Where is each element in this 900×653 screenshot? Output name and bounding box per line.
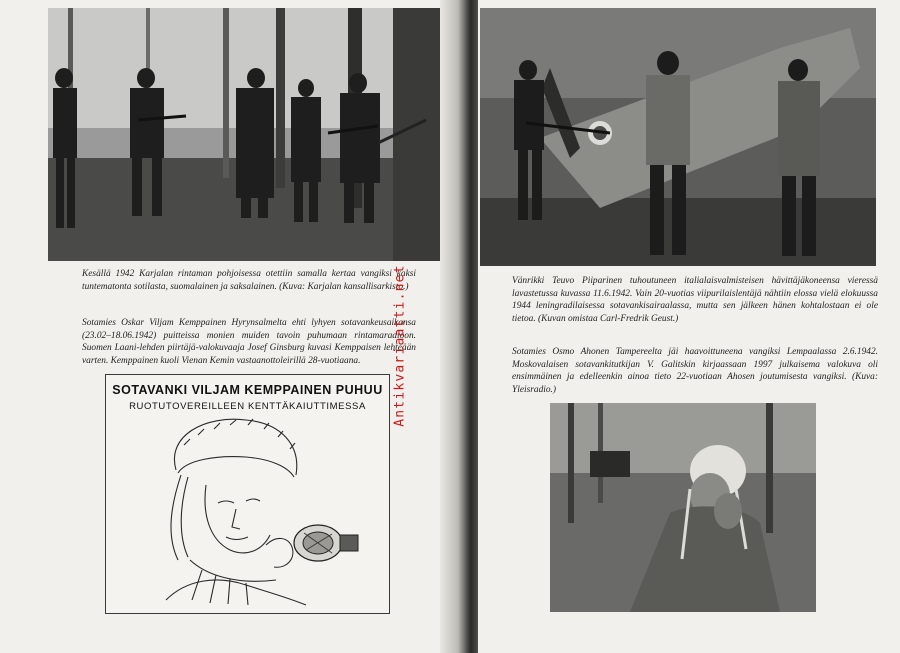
caption-top-right bbox=[512, 275, 878, 325]
watermark-text: Antikvariaatti.net bbox=[392, 264, 408, 427]
soldiers-group-photo bbox=[48, 8, 444, 261]
caption-middle-left bbox=[82, 317, 416, 367]
aircraft-wreck-photo bbox=[480, 8, 876, 266]
sketch-portrait bbox=[106, 375, 389, 613]
drawing-headline: SOTAVANKI VILJAM KEMPPAINEN PUHUU bbox=[112, 383, 383, 397]
microphone-icon bbox=[294, 525, 358, 561]
soldiers-scene bbox=[48, 8, 444, 261]
caption-text: Sotamies Oskar Viljam Kemppainen Hyrynsalmelta ehti lyhyen sotavankeusaikansa (23.02–18.06.1942) puitteissa monien muiden tavoin puhumaan rintamaradioon. Suomen Laani-lehden piirtäjä-valokuvaaja Josef Ginsburg kuvasi Kemppaisen lehteään varten. Kemppainen kuoli Vienan Kemin vastaanottoleirillä 28-vuotiaana. bbox=[82, 318, 416, 366]
caption-text: Kesällä 1942 Karjalan rintaman pohjoisessa otettiin samalla kertaa vangiksi kaksi tuntematonta sotilasta, suomalainen ja saksalainen. (Kuva: Karjalan kansallisarkisto.) bbox=[82, 269, 416, 292]
caption-middle-right bbox=[512, 346, 878, 396]
watermark bbox=[393, 240, 407, 450]
caption-text: Vänrikki Teuvo Piiparinen tuhoutuneen italialaisvalmisteisen hävittäjäkoneensa vieressä lavastetussa kuvassa 11.6.1942. Vain 20-vuotias viipurilaislentäjä nähtiin elossa vielä elokuussa 1944 leningradilaisessa sotavankisairaalassa, mutta sen jälkeen hänen kohtalostaan ei ole tietoa. (Kuvan omistaa Carl-Fredrik Geust.) bbox=[512, 276, 878, 324]
caption-top-left bbox=[82, 268, 416, 293]
aircraft-scene bbox=[480, 8, 876, 266]
drawing-subheadline: RUOTUTOVEREILLEEN KENTTÄKAIUTTIMESSA bbox=[129, 401, 366, 412]
wounded-soldier-photo bbox=[550, 403, 816, 612]
right-page bbox=[478, 0, 900, 653]
wounded-soldier-scene bbox=[550, 403, 816, 612]
caption-text: Sotamies Osmo Ahonen Tampereelta jäi haavoittuneena vangiksi Lempaalassa 2.6.1942. Moskovalaisen sotavankitutkijan V. Galitskin kirjaassaan 1997 julkaisema valokuva oli ensimmäinen ja edelleenkin ainoa tieto 22-vuotiaan Ahosen joutumisesta vangiksi. (Kuva: Yleisradio.) bbox=[512, 347, 878, 395]
kemppainen-drawing bbox=[105, 374, 390, 614]
